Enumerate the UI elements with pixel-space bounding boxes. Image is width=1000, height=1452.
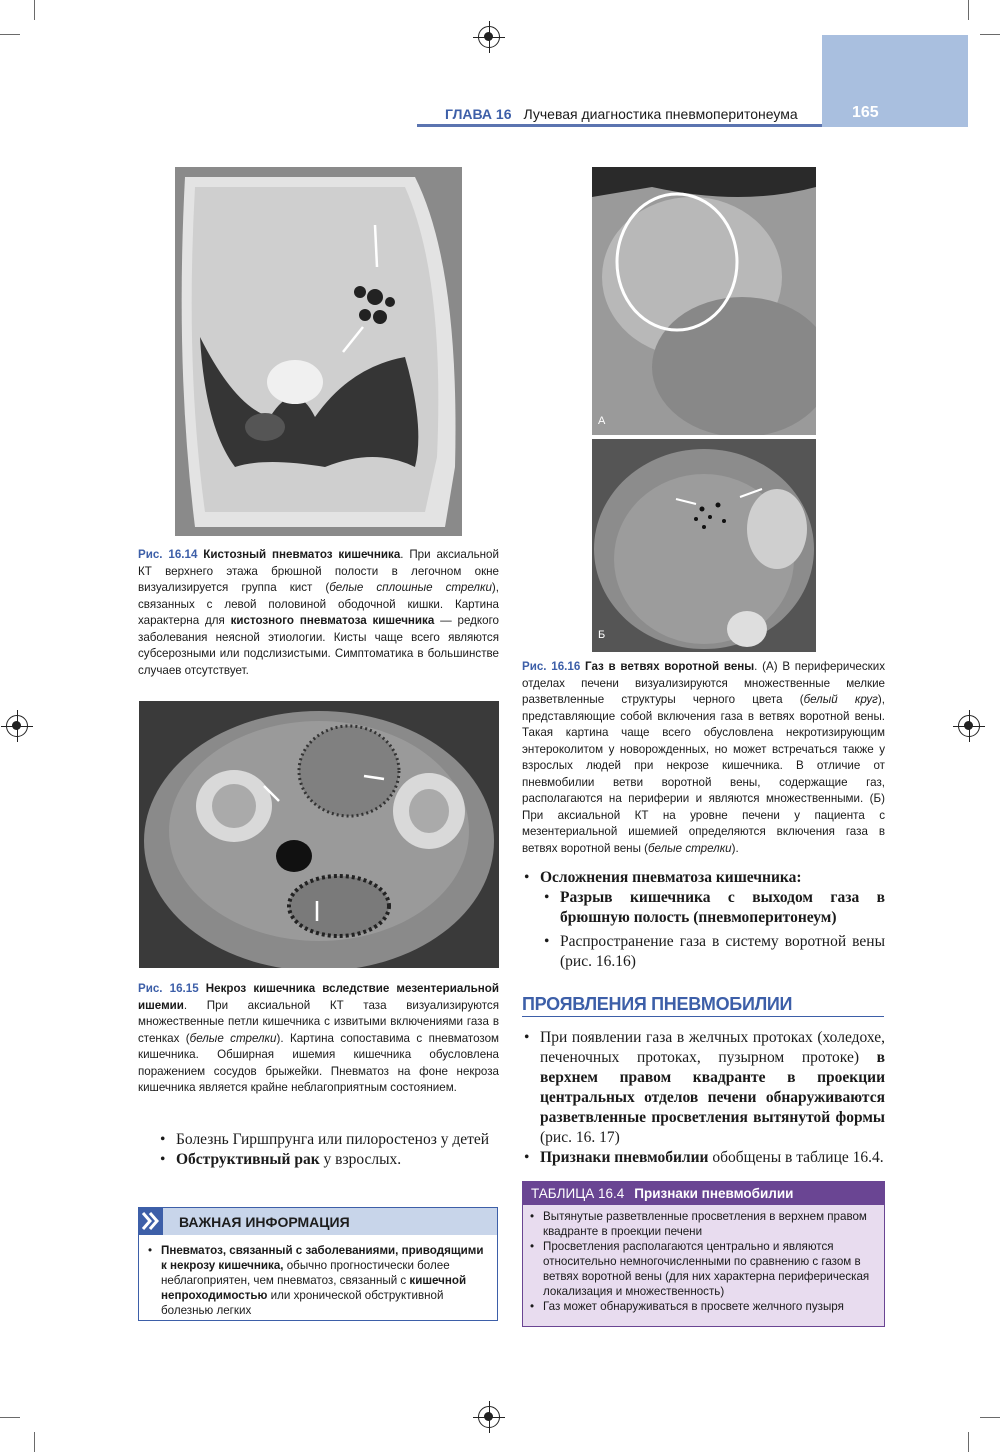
page-tab — [822, 35, 968, 127]
table-header — [523, 1182, 884, 1205]
caption-text: ), представляющие собой включения газа в ветвях воротной вены. Такая картина чаще всего обусловлена некротизирующим энтероколитом у новорожденных, но может встречаться также у взрослых людей при некрозе кишечника. В отличие от пневмобилии ветви воротной вены, содержащие газ, располагаются на периферии и являются множественными. (Б) При аксиальной КТ на уровне печени у пациента с мезентериальной ишемией определяются включения газа в ветвях воротной вены ( — [522, 693, 885, 855]
crop-mark — [980, 1417, 1000, 1418]
caption-title: Кистозный пневматоз кишечника — [203, 548, 401, 561]
caption-emphasis: белые стрелки — [189, 1031, 277, 1045]
figure-16-16b-ct-image — [592, 439, 816, 652]
list-item-bold: Обструктивный рак — [176, 1151, 320, 1168]
complications-list — [522, 868, 885, 972]
caption-emphasis: белые сплошные стрелки — [329, 581, 492, 594]
caption-label: Рис. 16.15 — [138, 982, 199, 995]
crop-mark — [34, 1432, 35, 1452]
list-subitem — [522, 888, 885, 928]
list-item-bold: Признаки пневмобилии — [540, 1149, 709, 1166]
caption-label: Рис. 16.14 — [138, 548, 198, 561]
info-bold: кишечной непроходимостью — [161, 1274, 467, 1302]
registration-mark-icon — [478, 26, 500, 48]
section-rule — [522, 1016, 884, 1017]
list-item-text: Распространение газа в систему воротной вены (рис. 16.16) — [560, 933, 885, 970]
crop-mark — [968, 1432, 969, 1452]
caption-bold: кистозного пневматоза кишечника — [230, 614, 435, 627]
info-text: или хронической обструктивной болезнью легких — [161, 1289, 444, 1317]
pneumobilia-list — [522, 1028, 885, 1168]
list-item — [522, 1148, 885, 1168]
list-item — [522, 868, 885, 888]
figure-16-15-ct-image — [139, 701, 499, 968]
info-box-body — [139, 1235, 497, 1318]
caption-emphasis: белые стрелки — [648, 841, 732, 855]
info-box-header — [139, 1208, 497, 1235]
table-label: ТАБЛИЦА 16.4 — [531, 1186, 625, 1201]
running-header — [445, 106, 798, 122]
registration-mark-icon — [958, 715, 980, 737]
caption-text: ), связанных с левой половиной ободочной кишки. Картина характерна для — [138, 581, 499, 627]
panel-label-b: Б — [598, 629, 606, 641]
causes-list — [158, 1130, 503, 1170]
header-rule — [417, 124, 822, 127]
chapter-label: ГЛАВА 16 — [445, 106, 512, 122]
figure-16-16-caption — [522, 659, 885, 857]
figure-16-15-caption — [138, 981, 499, 1097]
list-item-text: у взрослых. — [319, 1151, 402, 1168]
crop-mark — [968, 0, 969, 20]
caption-title: Газ в ветвях воротной вены — [585, 660, 755, 673]
caption-text: — редкого заболевания неясной этиологии. Кисты чаще всего являются субсерозными или подслизистыми. Симптоматика в большинстве случаев отсутствует. — [138, 614, 500, 677]
list-item-text: (рис. 16. 17) — [540, 1129, 620, 1146]
list-subitem — [522, 932, 885, 972]
caption-text: ). Картина сопоставима с пневматозом кишечника. Обширная ишемия кишечника обусловлена поражением сосудов брыжейки. Пневматоз на фоне некроза кишечника является крайне неблагоприятным состоянием. — [138, 1031, 500, 1094]
caption-text: . При аксиальной КТ верхнего этажа брюшной полости в легочном окне визуализируется группа кист ( — [138, 548, 499, 594]
caption-text: ). — [731, 841, 739, 855]
info-box-title: ВАЖНАЯ ИНФОРМАЦИЯ — [179, 1214, 350, 1230]
list-item — [522, 1028, 885, 1148]
caption-title: Некроз кишечника вследствие мезентериальной ишемии — [138, 982, 499, 1012]
list-item — [158, 1150, 503, 1170]
info-bold: Пневматоз, связанный с заболеваниями, приводящими к некрозу кишечника, — [161, 1244, 484, 1272]
figure-16-14-ct-image — [175, 167, 462, 536]
caption-label: Рис. 16.16 — [522, 660, 581, 673]
registration-mark-icon — [6, 715, 28, 737]
list-item-text: Разрыв кишечника с выходом газа в брюшную полость (пневмоперитонеум) — [560, 889, 885, 926]
important-info-box — [138, 1207, 498, 1321]
info-text: обычно прогностически более неблагоприятен, чем пневматоз, связанный с — [161, 1259, 450, 1287]
caption-emphasis: белый круг — [803, 693, 878, 706]
list-item-bold: в верхнем правом квадранте в проекции центральных отделов печени обнаруживаются разветвленные просветления вытянутой формы — [540, 1049, 885, 1126]
crop-mark — [980, 34, 1000, 35]
table-row: • Вытянутые разветвленные просветления в верхнем правом квадранте в проекции печени — [543, 1209, 878, 1239]
table-row: • Просветления располагаются центрально и являются относительно немногочисленными по сравнению с газом в ветвях воротной вены (для них характерна периферическая локализация и множественность) — [543, 1239, 878, 1299]
table-body — [523, 1205, 884, 1314]
list-item — [158, 1130, 503, 1150]
table-title: Признаки пневмобилии — [634, 1186, 794, 1201]
page-number: 165 — [852, 104, 879, 121]
caption-text: . При аксиальной КТ таза визуализируются множественные петли кишечника с извитыми включениями газа в стенках ( — [138, 998, 499, 1045]
chapter-title: Лучевая диагностика пневмоперитонеума — [523, 106, 798, 122]
list-item-text: обобщены в таблице 16.4. — [708, 1149, 884, 1166]
registration-mark-icon — [478, 1406, 500, 1428]
list-item-text: Осложнения пневматоза кишечника: — [540, 869, 802, 886]
list-item-text: Болезнь Гиршпрунга или пилоростеноз у детей — [176, 1131, 490, 1148]
table-16-4 — [522, 1181, 885, 1327]
figure-16-16a-xray-image — [592, 167, 816, 435]
caption-text: . (A) В периферических отделах печени визуализируются множественные мелкие разветвленные структуры черного цвета ( — [522, 660, 885, 706]
double-chevron-icon — [138, 1207, 163, 1235]
figure-16-14-caption — [138, 547, 499, 679]
table-row: • Газ может обнаруживаться в просвете желчного пузыря — [543, 1299, 878, 1314]
section-title: ПРОЯВЛЕНИЯ ПНЕВМОБИЛИИ — [522, 994, 793, 1014]
list-item-text: При появлении газа в желчных протоках (холедохе, печеночных протоках, пузырном протоке) — [540, 1029, 885, 1066]
crop-mark — [0, 1417, 20, 1418]
panel-label-a: А — [598, 415, 606, 427]
crop-mark — [0, 34, 20, 35]
crop-mark — [34, 0, 35, 20]
